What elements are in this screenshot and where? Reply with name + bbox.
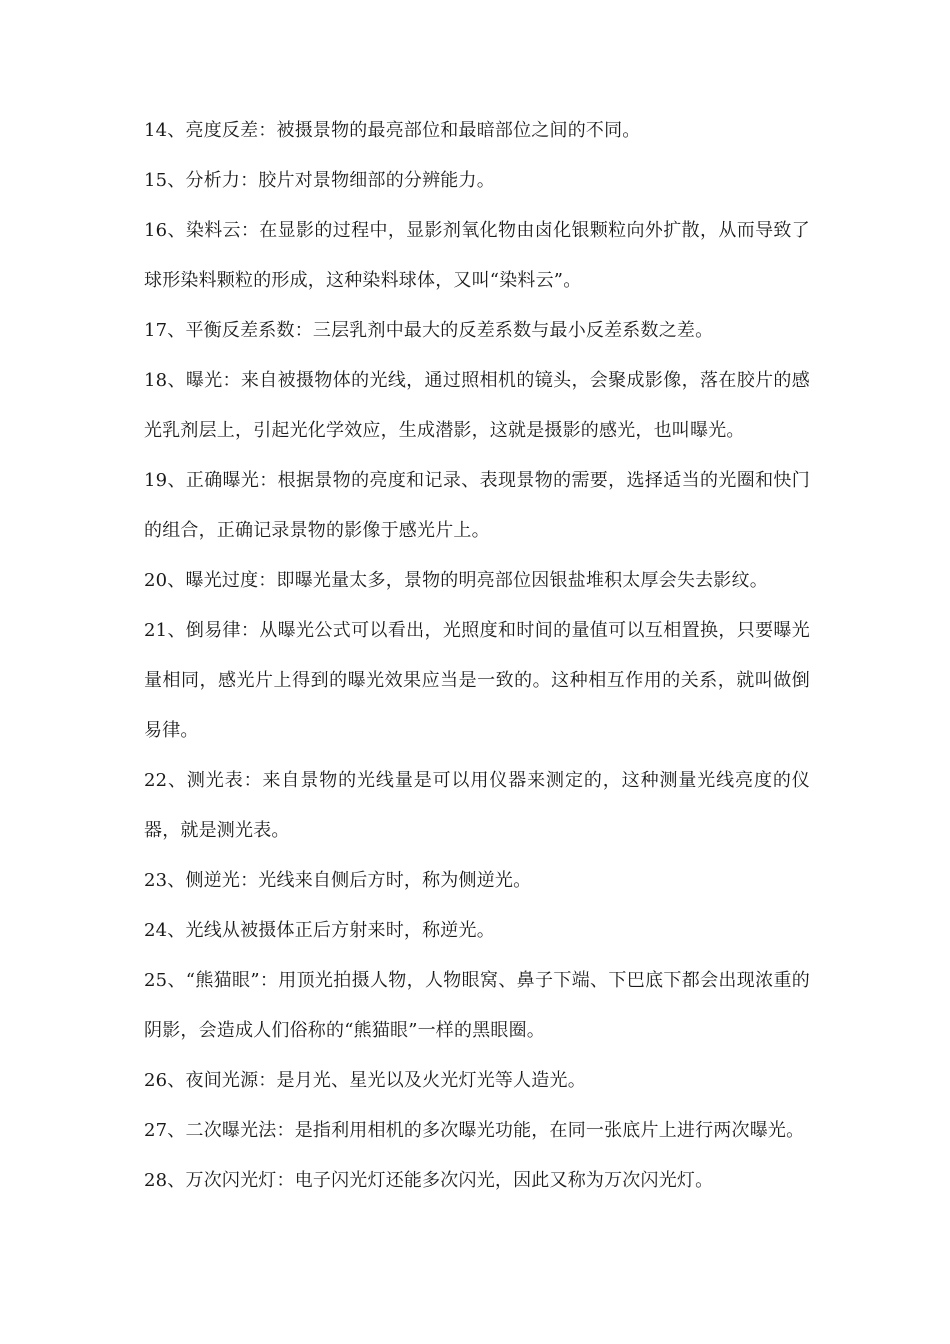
- glossary-entry-16: 16、染料云：在显影的过程中，显影剂氧化物由卤化银颗粒向外扩散，从而导致了球形染料颗粒的形成，这种染料球体，又叫“染料云”。: [144, 220, 810, 291]
- glossary-entry-19: 19、正确曝光：根据景物的亮度和记录、表现景物的需要，选择适当的光圈和快门的组合，正确记录景物的影像于感光片上。: [144, 470, 810, 541]
- glossary-list: [144, 106, 810, 1206]
- glossary-entry-27: 27、二次曝光法：是指利用相机的多次曝光功能，在同一张底片上进行两次曝光。: [144, 1120, 805, 1141]
- glossary-entry-24: 24、光线从被摄体正后方射来时，称逆光。: [144, 920, 495, 941]
- glossary-entry-17: 17、平衡反差系数：三层乳剂中最大的反差系数与最小反差系数之差。: [144, 320, 714, 341]
- glossary-entry-22: 22、测光表：来自景物的光线量是可以用仪器来测定的，这种测量光线亮度的仪器，就是测光表。: [144, 770, 810, 841]
- glossary-entry-18: 18、曝光：来自被摄物体的光线，通过照相机的镜头，会聚成影像，落在胶片的感光乳剂层上，引起光化学效应，生成潜影，这就是摄影的感光，也叫曝光。: [144, 370, 810, 441]
- glossary-entry-26: 26、夜间光源：是月光、星光以及火光灯光等人造光。: [144, 1070, 586, 1091]
- glossary-entry-23: 23、侧逆光：光线来自侧后方时，称为侧逆光。: [144, 870, 532, 891]
- glossary-entry-14: 14、亮度反差：被摄景物的最亮部位和最暗部位之间的不同。: [144, 120, 641, 141]
- glossary-entry-25: 25、“熊猫眼”：用顶光拍摄人物，人物眼窝、鼻子下端、下巴底下都会出现浓重的阴影，会造成人们俗称的“熊猫眼”一样的黑眼圈。: [144, 970, 810, 1041]
- glossary-entry-28: 28、万次闪光灯：电子闪光灯还能多次闪光，因此又称为万次闪光灯。: [144, 1170, 714, 1191]
- glossary-entry-21: 21、倒易律：从曝光公式可以看出，光照度和时间的量值可以互相置换，只要曝光量相同，感光片上得到的曝光效果应当是一致的。这种相互作用的关系，就叫做倒易律。: [144, 620, 810, 741]
- glossary-entry-15: 15、分析力：胶片对景物细部的分辨能力。: [144, 170, 495, 191]
- glossary-entry-20: 20、曝光过度：即曝光量太多，景物的明亮部位因银盐堆积太厚会失去影纹。: [144, 570, 768, 591]
